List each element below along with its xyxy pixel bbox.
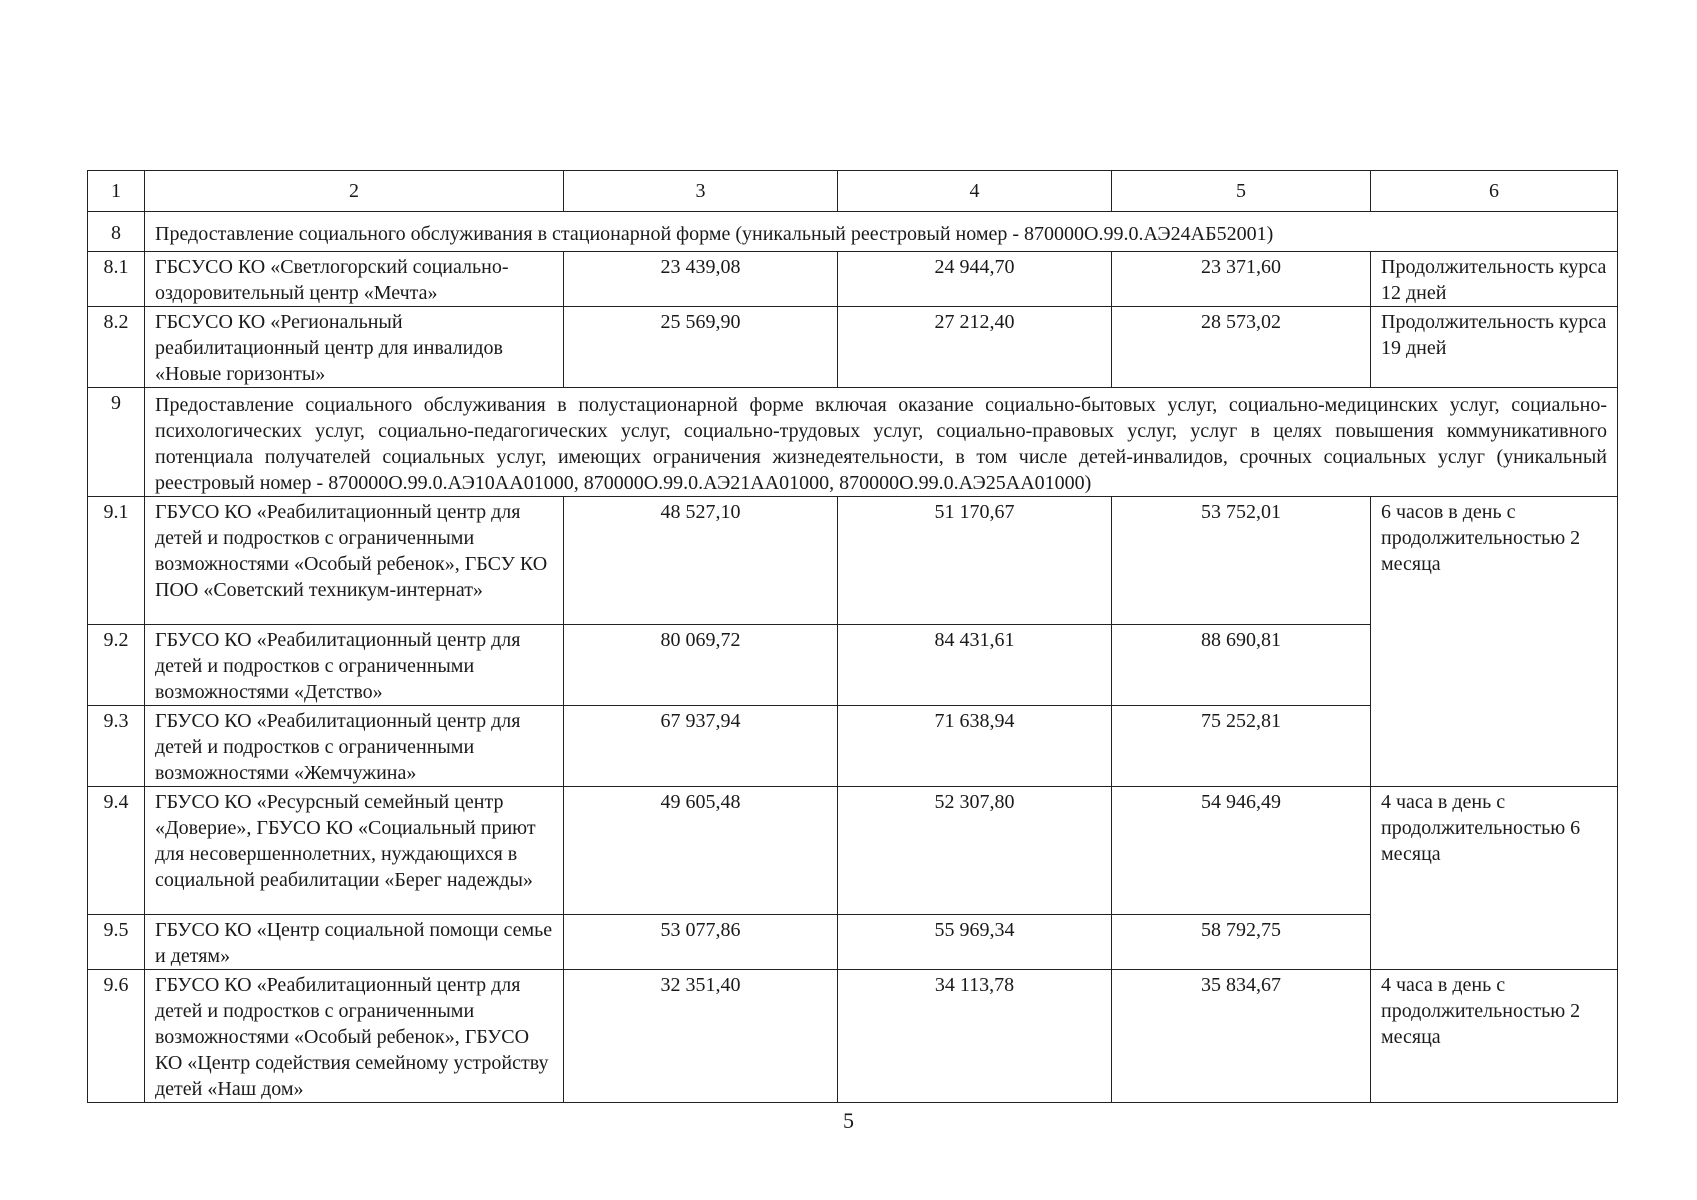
- row-number: 8.1: [88, 252, 145, 307]
- price-col4: 51 170,67: [838, 497, 1112, 625]
- price-table: [87, 170, 1618, 1103]
- section-title: Предоставление социального обслуживания в стационарной форме (уникальный реестровый номер - 870000О.99.0.АЭ24АБ52001): [145, 212, 1618, 252]
- price-col3: 25 569,90: [564, 307, 838, 388]
- price-col3: 32 351,40: [564, 970, 838, 1103]
- institution-name: ГБСУСО КО «Региональный реабилитационный центр для инвалидов «Новые горизонты»: [145, 307, 564, 388]
- column-number-cell: 3: [564, 171, 838, 212]
- price-col5: 88 690,81: [1112, 625, 1371, 706]
- column-number-row: [88, 171, 1618, 212]
- institution-name: ГБУСО КО «Ресурсный семейный центр «Доверие», ГБУСО КО «Социальный приют для несовершеннолетних, нуждающихся в социальной реабилитации «Берег надежды»: [145, 787, 564, 915]
- row-number: 9.6: [88, 970, 145, 1103]
- price-col3: 48 527,10: [564, 497, 838, 625]
- price-col4: 84 431,61: [838, 625, 1112, 706]
- price-col5: 58 792,75: [1112, 915, 1371, 970]
- section-number: 9: [88, 388, 145, 497]
- duration-note: 4 часа в день с продолжительностью 2 месяца: [1371, 970, 1618, 1103]
- price-col3: 53 077,86: [564, 915, 838, 970]
- price-col4: 24 944,70: [838, 252, 1112, 307]
- row-number: 9.5: [88, 915, 145, 970]
- price-col4: 27 212,40: [838, 307, 1112, 388]
- institution-name: ГБУСО КО «Реабилитационный центр для детей и подростков с ограниченными возможностями «Особый ребенок», ГБСУ КО ПОО «Советский техникум-интернат»: [145, 497, 564, 625]
- price-col5: 54 946,49: [1112, 787, 1371, 915]
- page-number: 5: [843, 1108, 854, 1133]
- price-col3: 80 069,72: [564, 625, 838, 706]
- table-row: [88, 252, 1618, 307]
- price-col3: 23 439,08: [564, 252, 838, 307]
- column-number-cell: 5: [1112, 171, 1371, 212]
- institution-name: ГБУСО КО «Реабилитационный центр для детей и подростков с ограниченными возможностями «Особый ребенок», ГБУСО КО «Центр содействия семейному устройству детей «Наш дом»: [145, 970, 564, 1103]
- price-col5: 23 371,60: [1112, 252, 1371, 307]
- price-col3: 49 605,48: [564, 787, 838, 915]
- section-number: 8: [88, 212, 145, 252]
- column-number-cell: 2: [145, 171, 564, 212]
- section-title: Предоставление социального обслуживания в полустационарной форме включая оказание социально-бытовых услуг, социально-медицинских услуг, социально-психологических услуг, социально-педагогических услуг, социально-трудовых услуг, социально-правовых услуг, услуг в целях повышения коммуникативного потенциала получателей социальных услуг, имеющих ограничения жизнедеятельности, в том числе детей-инвалидов, срочных социальных услуг (уникальный реестровый номер - 870000О.99.0.АЭ10АА01000, 870000О.99.0.АЭ21АА01000, 870000О.99.0.АЭ25АА01000): [145, 388, 1618, 497]
- institution-name: ГБУСО КО «Реабилитационный центр для детей и подростков с ограниченными возможностями «Детство»: [145, 625, 564, 706]
- table-row: [88, 970, 1618, 1103]
- duration-note: 6 часов в день с продолжительностью 2 месяца: [1371, 497, 1618, 787]
- row-number: 9.3: [88, 706, 145, 787]
- row-number: 9.4: [88, 787, 145, 915]
- price-col3: 67 937,94: [564, 706, 838, 787]
- section-row: [88, 388, 1618, 497]
- price-col4: 71 638,94: [838, 706, 1112, 787]
- row-number: 9.1: [88, 497, 145, 625]
- column-number-cell: 4: [838, 171, 1112, 212]
- row-number: 8.2: [88, 307, 145, 388]
- price-col5: 53 752,01: [1112, 497, 1371, 625]
- duration-note: 4 часа в день с продолжительностью 6 месяца: [1371, 787, 1618, 970]
- duration-note: Продолжительность курса 12 дней: [1371, 252, 1618, 307]
- column-number-cell: 1: [88, 171, 145, 212]
- duration-note: Продолжительность курса 19 дней: [1371, 307, 1618, 388]
- price-col4: 55 969,34: [838, 915, 1112, 970]
- table-row: [88, 787, 1618, 915]
- price-col5: 35 834,67: [1112, 970, 1371, 1103]
- column-number-cell: 6: [1371, 171, 1618, 212]
- row-number: 9.2: [88, 625, 145, 706]
- price-col4: 34 113,78: [838, 970, 1112, 1103]
- price-col5: 75 252,81: [1112, 706, 1371, 787]
- table-row: [88, 497, 1618, 625]
- table-row: [88, 307, 1618, 388]
- institution-name: ГБУСО КО «Центр социальной помощи семье и детям»: [145, 915, 564, 970]
- price-col4: 52 307,80: [838, 787, 1112, 915]
- institution-name: ГБСУСО КО «Светлогорский социально-оздоровительный центр «Мечта»: [145, 252, 564, 307]
- section-row: [88, 212, 1618, 252]
- price-col5: 28 573,02: [1112, 307, 1371, 388]
- institution-name: ГБУСО КО «Реабилитационный центр для детей и подростков с ограниченными возможностями «Жемчужина»: [145, 706, 564, 787]
